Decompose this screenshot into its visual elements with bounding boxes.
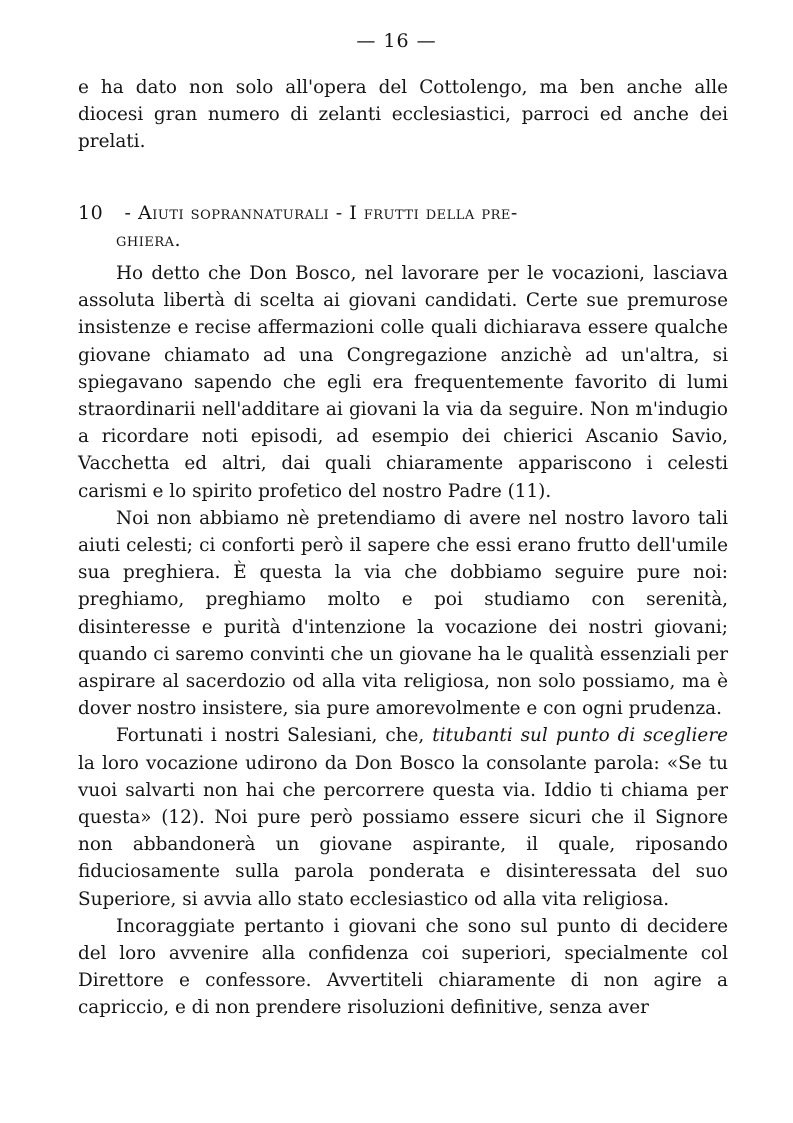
paragraph-3-emphasis: titubanti sul punto di scegliere bbox=[432, 725, 728, 747]
page-number: — 16 — bbox=[356, 30, 437, 52]
section-number: 10 bbox=[78, 202, 104, 224]
body-text bbox=[78, 260, 728, 1022]
paragraph-4: Incoraggiate pertanto i giovani che sono sul punto di decidere del loro avvenire alla confidenza coi superiori, specialmente col Direttore e confessore. Avvertiteli chiaramente di non agire a capriccio, e di non prendere risoluzioni definitive, senza aver bbox=[78, 915, 728, 1019]
paragraph-2: Noi non abbiamo nè pretendiamo di avere nel nostro lavoro tali aiuti celesti; ci conforti però il sapere che essi erano frutto dell'umile sua preghiera. È questa la via che dobbiamo seguire pure noi: preghiamo, preghiamo molto e poi studiamo con serenità, disinteresse e purità d'intenzione la vocazione dei nostri giovani; quando ci saremo convinti che un giovane ha le qualità essenziali per aspirare al sacerdozio od alla vita religiosa, non solo possiamo, ma è dover nostro insistere, sia pure amorevolmente e con ogni prudenza. bbox=[78, 507, 728, 720]
intro-paragraph: e ha dato non solo all'opera del Cottolengo, ma ben anche alle diocesi gran numero di zelanti ecclesiastici, parroci ed anche dei prelati. bbox=[78, 77, 728, 153]
section-title-part2: I frutti della pre- bbox=[349, 202, 518, 224]
section-heading bbox=[78, 200, 728, 254]
section-heading-line2: ghiera. bbox=[116, 229, 182, 251]
section-dash-1: - bbox=[124, 202, 132, 224]
paragraph-3-start: Fortunati i nostri Salesiani, che, bbox=[116, 725, 425, 747]
section-heading-line1 bbox=[78, 200, 728, 227]
paragraph-3-rest: la loro vocazione udirono da Don Bosco la consolante parola: «Se tu vuoi salvarti non hai che percorrere questa via. Iddio ti chiama per questa» (12). Noi pure però possiamo essere sicuri che il Signore non abbandonerà un giovane aspirante, il quale, riposando fiduciosamente sulla parola ponderata e disinteressata del suo Superiore, si avvia allo stato ecclesiastico od alla vita religiosa. bbox=[78, 752, 728, 910]
section-title-part1: Aiuti soprannaturali bbox=[138, 202, 330, 224]
paragraph-1: Ho detto che Don Bosco, nel lavorare per le vocazioni, lasciava assoluta libertà di scelta ai giovani candidati. Certe sue premurose insistenze e recise affermazioni colle quali dichiarava essere qualche giovane chiamato ad una Congregazione anzichè ad un'altra, si spiegavano sapendo che egli era frequentemente favorito di lumi straordinarii nell'additare ai giovani la via da seguire. Non m'indugio a ricordare noti episodi, ad esempio dei chierici Ascanio Savio, Vacchetta ed altri, dai quali chiaramente appariscono i celesti carismi e lo spirito profetico del nostro Padre (11). bbox=[78, 263, 728, 502]
paragraph-3 bbox=[78, 722, 728, 912]
section-dash-2: - bbox=[335, 202, 343, 224]
